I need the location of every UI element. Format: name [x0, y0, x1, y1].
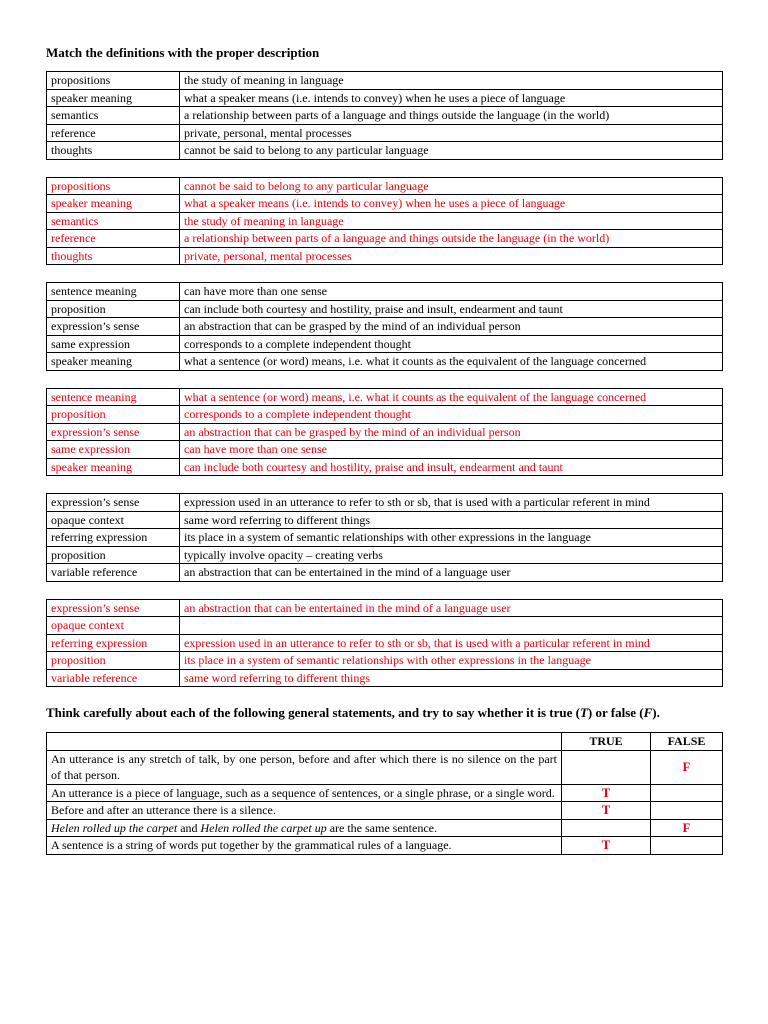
definition-cell: what a speaker means (i.e. intends to convey) when he uses a piece of language	[180, 195, 723, 213]
table-row	[47, 247, 723, 265]
definition-cell: cannot be said to belong to any particular language	[180, 142, 723, 160]
term-cell: proposition	[47, 546, 180, 564]
table-row	[47, 617, 723, 635]
match-table-2	[46, 282, 723, 371]
table-row	[47, 353, 723, 371]
term-cell: referring expression	[47, 529, 180, 547]
term-cell: thoughts	[47, 247, 180, 265]
table-row	[47, 634, 723, 652]
term-cell: proposition	[47, 652, 180, 670]
term-cell: expression’s sense	[47, 599, 180, 617]
term-cell: proposition	[47, 300, 180, 318]
definition-cell: an abstraction that can be grasped by the mind of an individual person	[180, 318, 723, 336]
definition-cell: typically involve opacity – creating verbs	[180, 546, 723, 564]
statement-cell: Helen rolled up the carpet and Helen rolled the carpet up are the same sentence.	[47, 819, 562, 837]
definition-cell: a relationship between parts of a language and things outside the language (in the world)	[180, 107, 723, 125]
table-row	[47, 599, 723, 617]
table-row	[47, 283, 723, 301]
term-cell: variable reference	[47, 669, 180, 687]
header-row	[47, 733, 723, 751]
true-answer-cell: T	[562, 837, 651, 855]
definition-cell: expression used in an utterance to refer to sth or sb, that is used with a particular referent in mind	[180, 634, 723, 652]
term-cell: speaker meaning	[47, 195, 180, 213]
definition-cell: its place in a system of semantic relationships with other expressions in the language	[180, 652, 723, 670]
definition-cell: corresponds to a complete independent thought	[180, 406, 723, 424]
definition-cell: expression used in an utterance to refer to sth or sb, that is used with a particular referent in mind	[180, 494, 723, 512]
table-row	[47, 564, 723, 582]
false-answer-cell	[651, 802, 723, 820]
table-row	[47, 212, 723, 230]
answer-table-3	[46, 599, 723, 688]
definition-cell: private, personal, mental processes	[180, 124, 723, 142]
term-cell: semantics	[47, 212, 180, 230]
false-answer-cell: F	[651, 819, 723, 837]
term-cell: sentence meaning	[47, 388, 180, 406]
table-row	[47, 230, 723, 248]
table-row	[47, 546, 723, 564]
true-answer-cell: T	[562, 784, 651, 802]
definition-cell: what a speaker means (i.e. intends to convey) when he uses a piece of language	[180, 89, 723, 107]
table-row	[47, 142, 723, 160]
definition-cell: an abstraction that can be grasped by the mind of an individual person	[180, 423, 723, 441]
definition-cell: a relationship between parts of a language and things outside the language (in the world)	[180, 230, 723, 248]
table-row	[47, 177, 723, 195]
worksheet-page	[46, 44, 723, 855]
false-answer-cell: F	[651, 750, 723, 784]
definition-cell: the study of meaning in language	[180, 212, 723, 230]
term-cell: expression’s sense	[47, 423, 180, 441]
section2-title: Think carefully about each of the following general statements, and try to say whether it is true (T) or false (F).	[46, 705, 660, 720]
table-row	[47, 72, 723, 90]
term-cell: proposition	[47, 406, 180, 424]
statement-cell: Before and after an utterance there is a silence.	[47, 802, 562, 820]
table-row	[47, 784, 723, 802]
term-cell: expression’s sense	[47, 494, 180, 512]
table-row	[47, 89, 723, 107]
definition-cell: can include both courtesy and hostility, praise and insult, endearment and taunt	[180, 458, 723, 476]
term-cell: opaque context	[47, 511, 180, 529]
true-answer-cell	[562, 750, 651, 784]
term-cell: thoughts	[47, 142, 180, 160]
table-row	[47, 669, 723, 687]
term-cell: propositions	[47, 177, 180, 195]
section1-title: Match the definitions with the proper description	[46, 45, 320, 60]
term-cell: semantics	[47, 107, 180, 125]
definition-cell: can have more than one sense	[180, 283, 723, 301]
table-row	[47, 819, 723, 837]
statement-cell: An utterance is any stretch of talk, by one person, before and after which there is no silence on the part of that person.	[47, 750, 562, 784]
table-row	[47, 837, 723, 855]
table-row	[47, 318, 723, 336]
table-row	[47, 529, 723, 547]
term-cell: same expression	[47, 335, 180, 353]
statement-cell: A sentence is a string of words put together by the grammatical rules of a language.	[47, 837, 562, 855]
term-cell: speaker meaning	[47, 353, 180, 371]
table-row	[47, 750, 723, 784]
term-cell: variable reference	[47, 564, 180, 582]
true-column-header: TRUE	[562, 733, 651, 751]
definition-cell: the study of meaning in language	[180, 72, 723, 90]
definition-cell	[180, 617, 723, 635]
table-row	[47, 406, 723, 424]
table-row	[47, 423, 723, 441]
definition-cell: same word referring to different things	[180, 669, 723, 687]
statement-cell: An utterance is a piece of language, such as a sequence of sentences, or a single phrase, or a single word.	[47, 784, 562, 802]
answer-table-1	[46, 177, 723, 266]
table-row	[47, 107, 723, 125]
table-row	[47, 441, 723, 459]
term-cell: expression’s sense	[47, 318, 180, 336]
definition-cell: its place in a system of semantic relationships with other expressions in the language	[180, 529, 723, 547]
term-cell: speaker meaning	[47, 458, 180, 476]
match-table-3	[46, 493, 723, 582]
definition-cell: can include both courtesy and hostility, praise and insult, endearment and taunt	[180, 300, 723, 318]
term-cell: reference	[47, 124, 180, 142]
definition-cell: corresponds to a complete independent thought	[180, 335, 723, 353]
table-row	[47, 388, 723, 406]
term-cell: speaker meaning	[47, 89, 180, 107]
definition-cell: private, personal, mental processes	[180, 247, 723, 265]
true-answer-cell: T	[562, 802, 651, 820]
statement-header	[47, 733, 562, 751]
table-row	[47, 494, 723, 512]
definition-cell: can have more than one sense	[180, 441, 723, 459]
table-row	[47, 124, 723, 142]
definition-cell: cannot be said to belong to any particular language	[180, 177, 723, 195]
false-answer-cell	[651, 837, 723, 855]
false-answer-cell	[651, 784, 723, 802]
term-cell: referring expression	[47, 634, 180, 652]
term-cell: opaque context	[47, 617, 180, 635]
table-row	[47, 195, 723, 213]
definition-cell: same word referring to different things	[180, 511, 723, 529]
term-cell: same expression	[47, 441, 180, 459]
table-row	[47, 511, 723, 529]
term-cell: reference	[47, 230, 180, 248]
true-answer-cell	[562, 819, 651, 837]
table-row	[47, 335, 723, 353]
match-table-1	[46, 71, 723, 160]
definition-cell: an abstraction that can be entertained in the mind of a language user	[180, 564, 723, 582]
false-column-header: FALSE	[651, 733, 723, 751]
table-row	[47, 300, 723, 318]
table-row	[47, 652, 723, 670]
definition-cell: an abstraction that can be entertained in the mind of a language user	[180, 599, 723, 617]
table-row	[47, 458, 723, 476]
term-cell: propositions	[47, 72, 180, 90]
term-cell: sentence meaning	[47, 283, 180, 301]
true-false-table	[46, 732, 723, 855]
answer-table-2	[46, 388, 723, 477]
definition-cell: what a sentence (or word) means, i.e. what it counts as the equivalent of the language concerned	[180, 353, 723, 371]
table-row	[47, 802, 723, 820]
definition-cell: what a sentence (or word) means, i.e. what it counts as the equivalent of the language concerned	[180, 388, 723, 406]
